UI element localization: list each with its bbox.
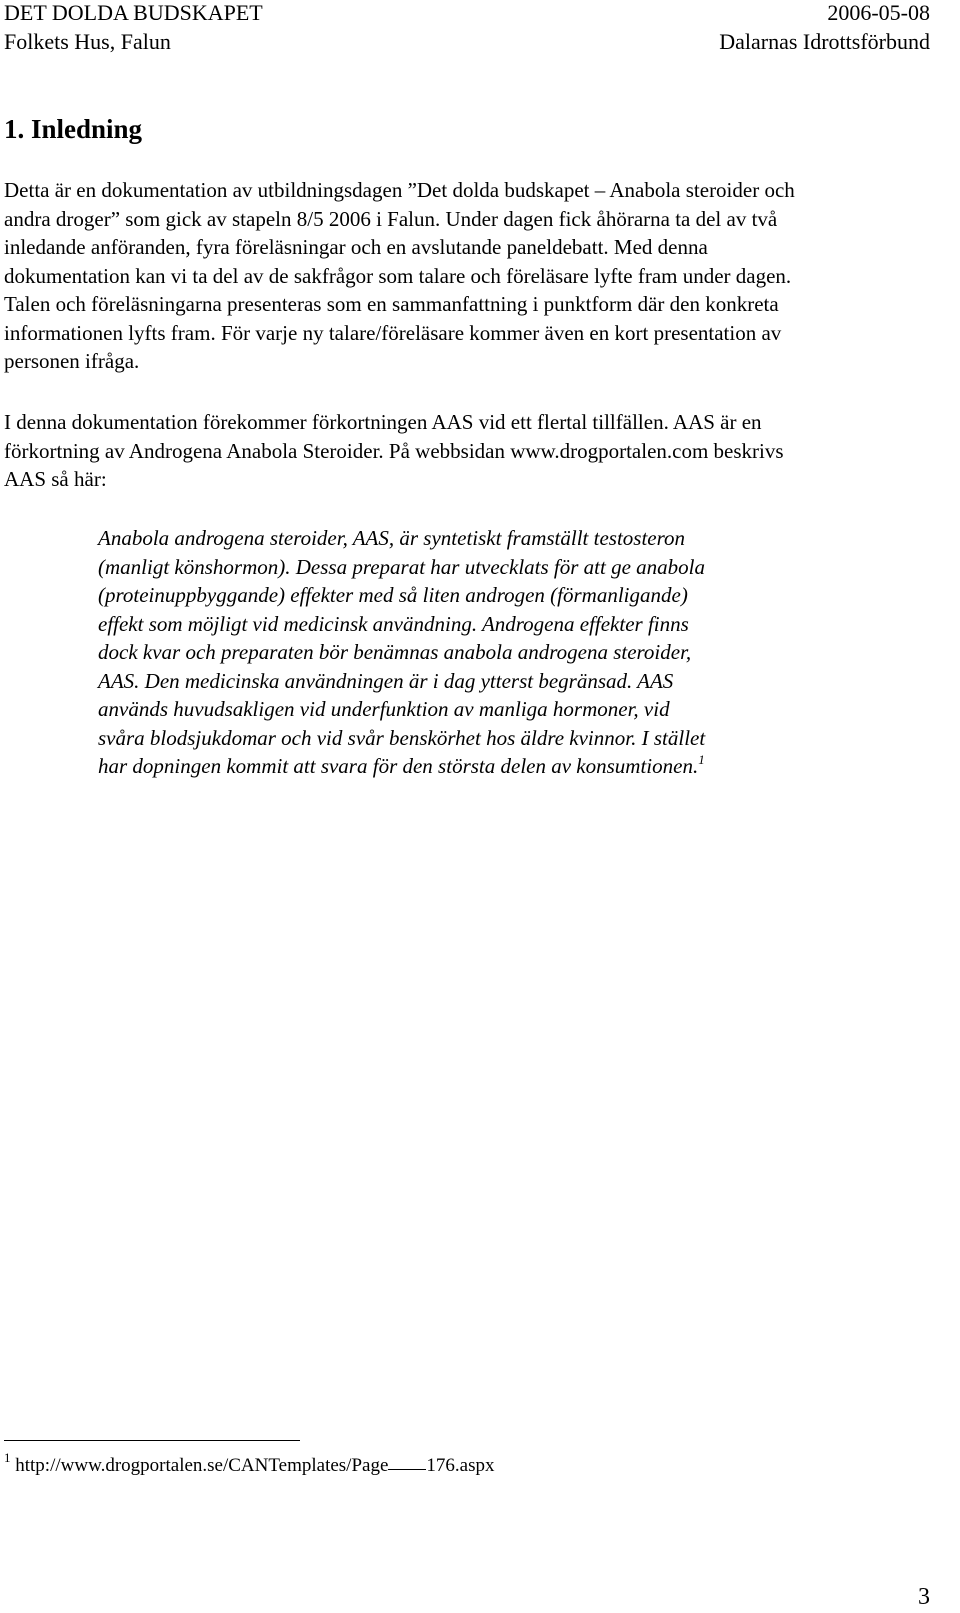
quote-line: (proteinuppbyggande) effekter med så liten androgen (förmanligande) bbox=[98, 583, 688, 607]
footnote-url[interactable] bbox=[15, 1455, 494, 1476]
quote-line: svåra blodsjukdomar och vid svår benskörhet hos äldre kvinnor. I stället bbox=[98, 725, 706, 750]
text-line: personen ifråga. bbox=[4, 349, 140, 373]
intro-paragraph bbox=[4, 176, 795, 376]
text-line: andra droger” som gick av stapeln 8/5 2006 i Falun. Under dagen fick åhörarna ta del av två bbox=[4, 206, 778, 231]
text-line: dokumentation kan vi ta del av de sakfrågor som talare och föreläsare lyfte fram under dagen. bbox=[4, 263, 792, 288]
quote-line: AAS. Den medicinska användningen är i dag ytterst begränsad. AAS bbox=[98, 668, 674, 693]
quote-line: används huvudsakligen vid underfunktion av manliga hormoner, vid bbox=[98, 697, 670, 721]
venue: Folkets Hus, Falun bbox=[4, 29, 171, 54]
text-line: informationen lyfts fram. För varje ny talare/föreläsare kommer även en kort presentation av bbox=[4, 320, 782, 345]
text-line: förkortning av Androgena Anabola Steroider. På webbsidan www.drogportalen.com beskrivs bbox=[4, 438, 784, 463]
footnote-reference[interactable]: 1 bbox=[698, 752, 705, 767]
url-underscore-gap bbox=[388, 1455, 426, 1470]
footnote-marker: 1 bbox=[4, 1450, 11, 1465]
text-line: AAS så här: bbox=[4, 467, 107, 491]
block-quote bbox=[98, 524, 705, 781]
document-title: DET DOLDA BUDSKAPET bbox=[4, 0, 263, 25]
footnote bbox=[4, 1450, 495, 1477]
quote-line: dock kvar och preparaten bör benämnas anabola androgena steroider, bbox=[98, 640, 692, 664]
text-line: I denna dokumentation förekommer förkortningen AAS vid ett flertal tillfällen. AAS är en bbox=[4, 410, 762, 434]
section-heading: 1. Inledning bbox=[4, 114, 143, 144]
text-line: Talen och föreläsningarna presenteras som en sammanfattning i punktform där den konkreta bbox=[4, 292, 779, 316]
organization: Dalarnas Idrottsförbund bbox=[719, 29, 930, 54]
quote-last-text: har dopningen kommit att svara för den största delen av konsumtionen. bbox=[98, 754, 699, 778]
quote-line bbox=[98, 752, 705, 781]
page-number: 3 bbox=[918, 1584, 930, 1610]
footnote-separator bbox=[4, 1440, 300, 1441]
quote-line: (manligt könshormon). Dessa preparat har utvecklats för att ge anabola bbox=[98, 554, 706, 579]
quote-line: Anabola androgena steroider, AAS, är syntetiskt framställt testosteron bbox=[98, 526, 686, 550]
document-date: 2006-05-08 bbox=[827, 0, 930, 25]
quote-line: effekt som möjligt vid medicinsk användning. Androgena effekter finns bbox=[98, 611, 689, 636]
text-line: inledande anföranden, fyra föreläsningar och en avslutande paneldebatt. Med denna bbox=[4, 235, 708, 259]
footnote-url-end: 176.aspx bbox=[426, 1455, 495, 1476]
footnote-url-start: http://www.drogportalen.se/CANTemplates/Page bbox=[15, 1455, 389, 1476]
text-line: Detta är en dokumentation av utbildningsdagen ”Det dolda budskapet – Anabola steroider och bbox=[4, 178, 795, 202]
aas-paragraph bbox=[4, 408, 784, 494]
